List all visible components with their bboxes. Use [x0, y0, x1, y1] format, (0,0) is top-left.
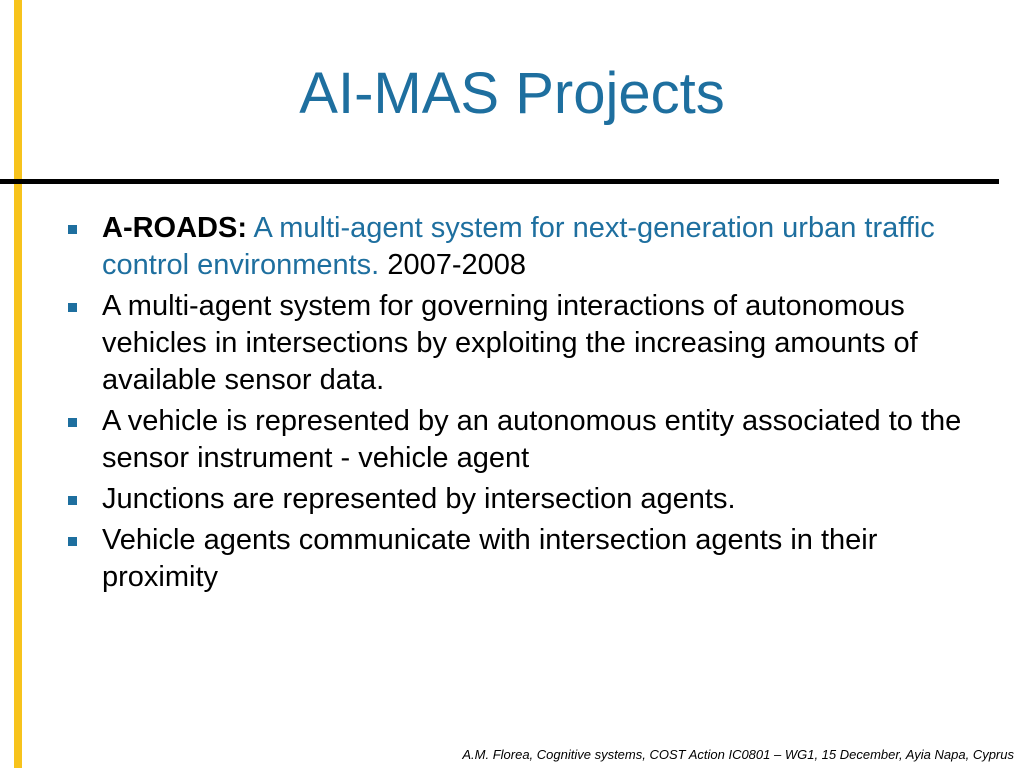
bullet-item	[62, 403, 962, 477]
square-bullet-icon	[68, 225, 77, 234]
bullet-text: A vehicle is represented by an autonomous entity associated to the sensor instrument - vehicle agent	[102, 405, 962, 474]
bullet-item	[62, 522, 962, 596]
project-name: A-ROADS:	[102, 212, 247, 244]
slide-title: AI-MAS Projects	[299, 61, 725, 126]
square-bullet-icon	[68, 303, 77, 312]
project-years: 2007-2008	[387, 249, 526, 281]
square-bullet-icon	[68, 496, 77, 505]
bullet-text: A multi-agent system for governing interactions of autonomous vehicles in intersections by exploiting the increasing amounts of available sensor data.	[102, 290, 918, 396]
bullet-text: Junctions are represented by intersection agents.	[102, 483, 736, 515]
bullet-item	[62, 481, 962, 518]
bullet-text: Vehicle agents communicate with intersection agents in their proximity	[102, 524, 878, 593]
slide-footer: A.M. Florea, Cognitive systems, COST Action IC0801 – WG1, 15 December, Ayia Napa, Cyprus	[462, 747, 1014, 762]
bullet-item	[62, 210, 962, 284]
square-bullet-icon	[68, 418, 77, 427]
bullet-item	[62, 288, 962, 399]
title-divider	[0, 179, 999, 184]
square-bullet-icon	[68, 537, 77, 546]
bullet-list	[62, 210, 962, 600]
project-description: A multi-agent system for next-generation urban traffic control environments.	[102, 212, 935, 281]
